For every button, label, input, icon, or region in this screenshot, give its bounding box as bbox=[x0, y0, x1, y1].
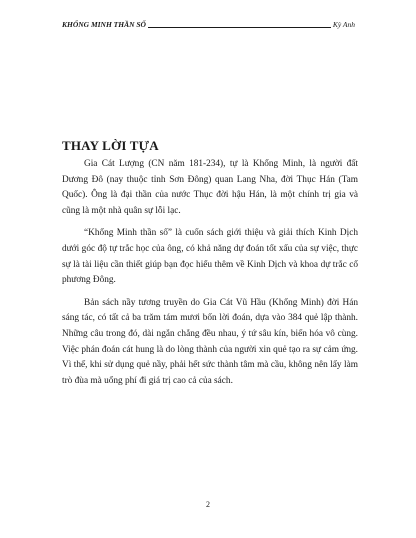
paragraph-1: Gia Cát Lượng (CN năm 181-234), tự là Khổng Minh, là người đất Dương Đô (nay thuộc tỉnh Sơn Đông) quan Lang Nha, đời Thục Hán (Tam Quốc). Ông là đại thần của nước Thục đời hậu Hán, là một chính trị gia và cũng là một nhà quân sự lỗi lạc. bbox=[62, 159, 358, 216]
header-book-title: KHỔNG MINH THẦN SỐ bbox=[62, 20, 146, 29]
header-author: Kỳ Anh bbox=[332, 20, 355, 29]
section-title: THAY LỜI TỰA bbox=[62, 138, 159, 153]
running-header bbox=[62, 20, 355, 29]
page-number: 2 bbox=[206, 500, 210, 509]
body-text bbox=[62, 157, 358, 396]
paragraph-2: “Khổng Minh thần số” là cuốn sách giới thiệu và giải thích Kinh Dịch dưới góc độ tự trắc học của ông, có khả năng dự đoán tốt xấu của sự việc, thực sự là tài liệu cần thiết giúp bạn đọc hiểu thêm về Kinh Dịch và khoa dự trắc cổ phương Đông. bbox=[62, 228, 358, 286]
paragraph-3: Bản sách nầy tương truyền do Gia Cát Vũ Hầu (Khổng Minh) đời Hán sáng tác, có tất cả ba trăm tám mươi bốn lời đoán, dựa vào 384 quẻ lập thành. Những câu trong đó, dài ngắn chẳng đều nhau, ý tứ sâu kín, biến hóa vô cùng. Việc phán đoán cát hung là do lòng thành của người xin quẻ tạo ra sự cảm ứng. Vì thế, khi sử dụng quẻ nầy, phải hết sức thành tâm mà cầu, không nên lấy làm trò đùa mà uổng phí đi giá trị cao cả của sách. bbox=[62, 297, 358, 386]
header-rule bbox=[148, 27, 331, 28]
